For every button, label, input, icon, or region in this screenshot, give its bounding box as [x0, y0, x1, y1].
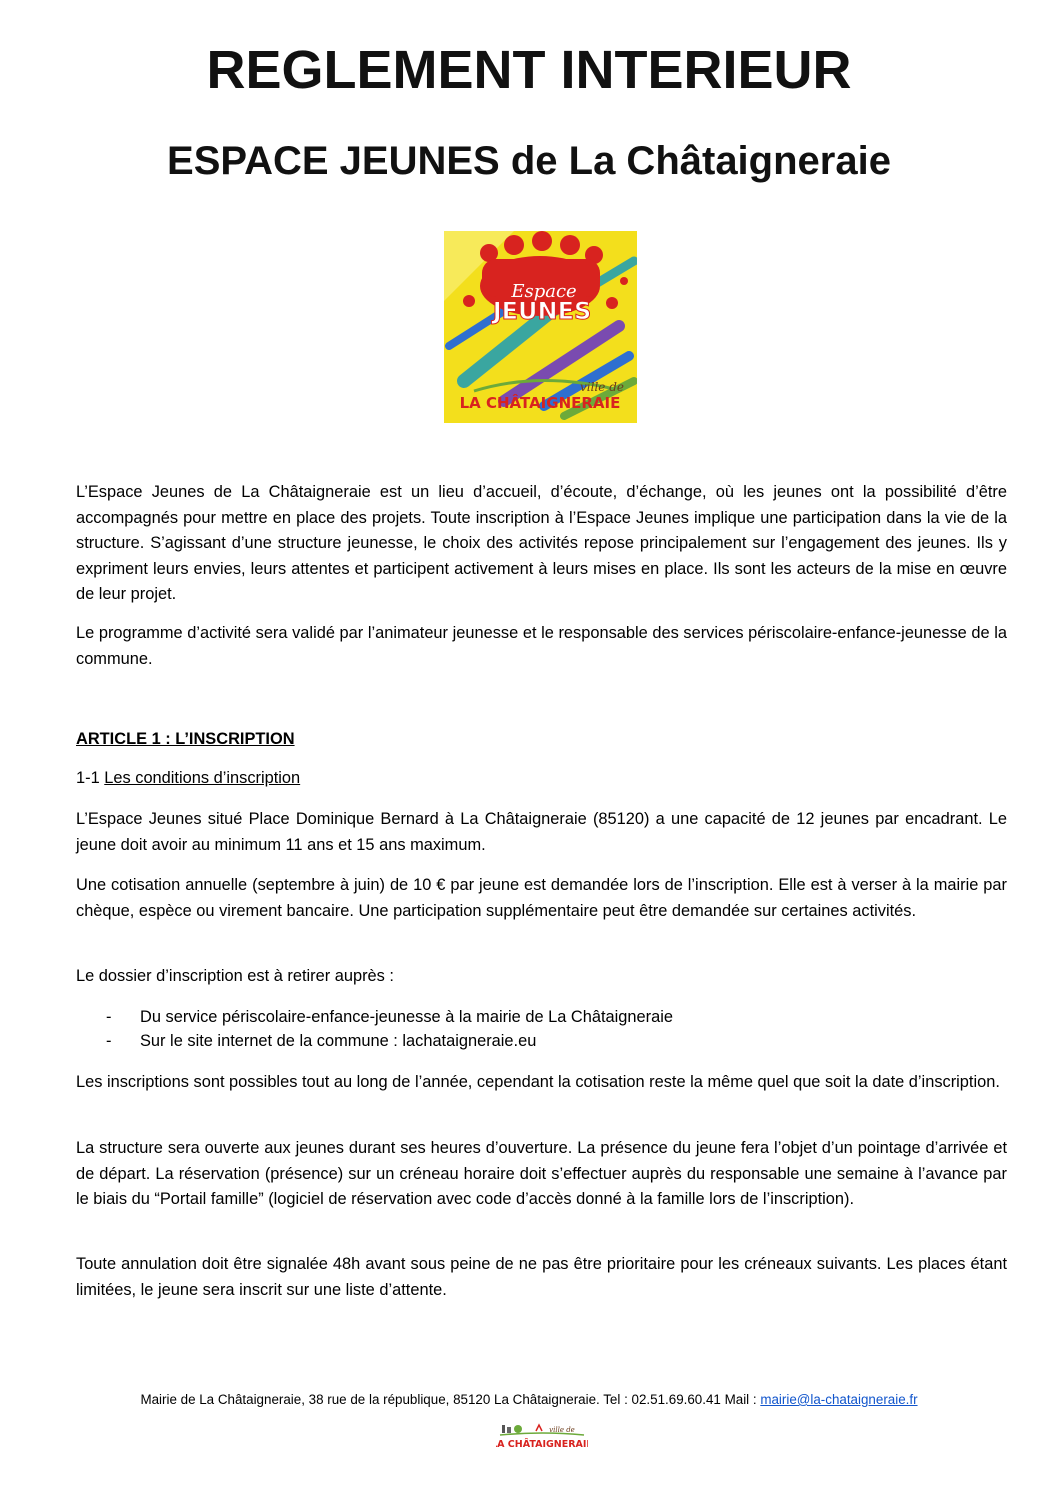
capacity-paragraph: L’Espace Jeunes situé Place Dominique Bernard à La Châtaigneraie (85120) a une capacité de 12 jeunes par encadrant. Le jeune doit avoir au minimum 11 ans et 15 ans maximum.: [76, 810, 1007, 854]
footer-logo-text: LA CHÂTAIGNERAIE: [496, 1439, 588, 1450]
footer-town-logo: [496, 1421, 588, 1451]
reservation-paragraph: La structure sera ouverte aux jeunes durant ses heures d’ouverture. La présence du jeune fera l’objet d’un pointage d’arrivée et de départ. La réservation (présence) sur un créneau horaire doit s’effectuer auprès du responsable une semaine à l’avance par le biais du “Portail famille” (logiciel de réservation avec code d’accès donné à la famille lors de l’inscription).: [76, 1139, 1007, 1209]
dossier-locations-list: [76, 1005, 673, 1053]
section-title: Les conditions d’inscription: [104, 769, 301, 787]
espace-jeunes-logo: [444, 231, 637, 423]
section-1-1-heading: [76, 767, 300, 789]
logo-jeunes-text: JEUNES: [492, 297, 592, 325]
logo-espace-text: Espace: [511, 281, 577, 302]
inscriptions-paragraph: Les inscriptions sont possibles tout au long de l’année, cependant la cotisation reste la même quel que soit la date d’inscription.: [76, 1073, 1000, 1091]
list-item-text: Sur le site internet de la commune : lachataigneraie.eu: [140, 1032, 537, 1050]
bullet-marker: -: [106, 1032, 112, 1050]
list-item-text: Du service périscolaire-enfance-jeunesse à la mairie de La Châtaigneraie: [140, 1008, 673, 1026]
intro-paragraph-programme: Le programme d’activité sera validé par l’animateur jeunesse et le responsable des services périscolaire-enfance-jeunesse de la commune.: [76, 624, 1007, 668]
footer-contact: [0, 1391, 1058, 1409]
article-1-heading: ARTICLE 1 : L’INSCRIPTION: [76, 730, 295, 748]
list-item: [76, 1005, 673, 1029]
page-title: REGLEMENT INTERIEUR: [206, 40, 852, 100]
intro-paragraph: L’Espace Jeunes de La Châtaigneraie est un lieu d’accueil, d’écoute, d’échange, où les jeunes ont la possibilité d’être accompagnés pour mettre en place des projets. Toute inscription à l’Espace Jeunes implique une participation dans la vie de la structure. S’agissant d’une structure jeunesse, le choix des activités repose principalement sur l’engagement des jeunes. Ils y expriment leurs envies, leurs attentes et participent activement à leurs mises en place. Ils sont les acteurs de la mise en œuvre de leur projet.: [76, 483, 1007, 604]
section-number: 1-1: [76, 769, 100, 787]
email-link[interactable]: mairie@la-chataigneraie.fr: [760, 1392, 918, 1407]
footer-logo-script: ville de: [549, 1426, 575, 1434]
fee-paragraph: Une cotisation annuelle (septembre à juin) de 10 € par jeune est demandée lors de l’inscription. Elle est à verser à la mairie par chèque, espèce ou virement bancaire. Une participation supplémentaire peut être demandée sur certaines activités.: [76, 876, 1007, 920]
bullet-marker: -: [106, 1008, 112, 1026]
cancellation-paragraph: Toute annulation doit être signalée 48h avant sous peine de ne pas être prioritaire pour les créneaux suivants. Les places étant limitées, le jeune sera inscrit sur une liste d’attente.: [76, 1255, 1007, 1299]
logo-chataigneraie-text: LA CHÂTAIGNERAIE: [459, 394, 621, 412]
page-subtitle: ESPACE JEUNES de La Châtaigneraie: [167, 139, 891, 183]
dossier-paragraph: Le dossier d’inscription est à retirer auprès :: [76, 967, 394, 985]
logo-ville-de-text: ville de: [580, 380, 624, 394]
list-item: [76, 1029, 673, 1053]
footer-address: Mairie de La Châtaigneraie, 38 rue de la république, 85120 La Châtaigneraie. Tel : 02.51.69.60.41 Mail :: [140, 1392, 761, 1407]
